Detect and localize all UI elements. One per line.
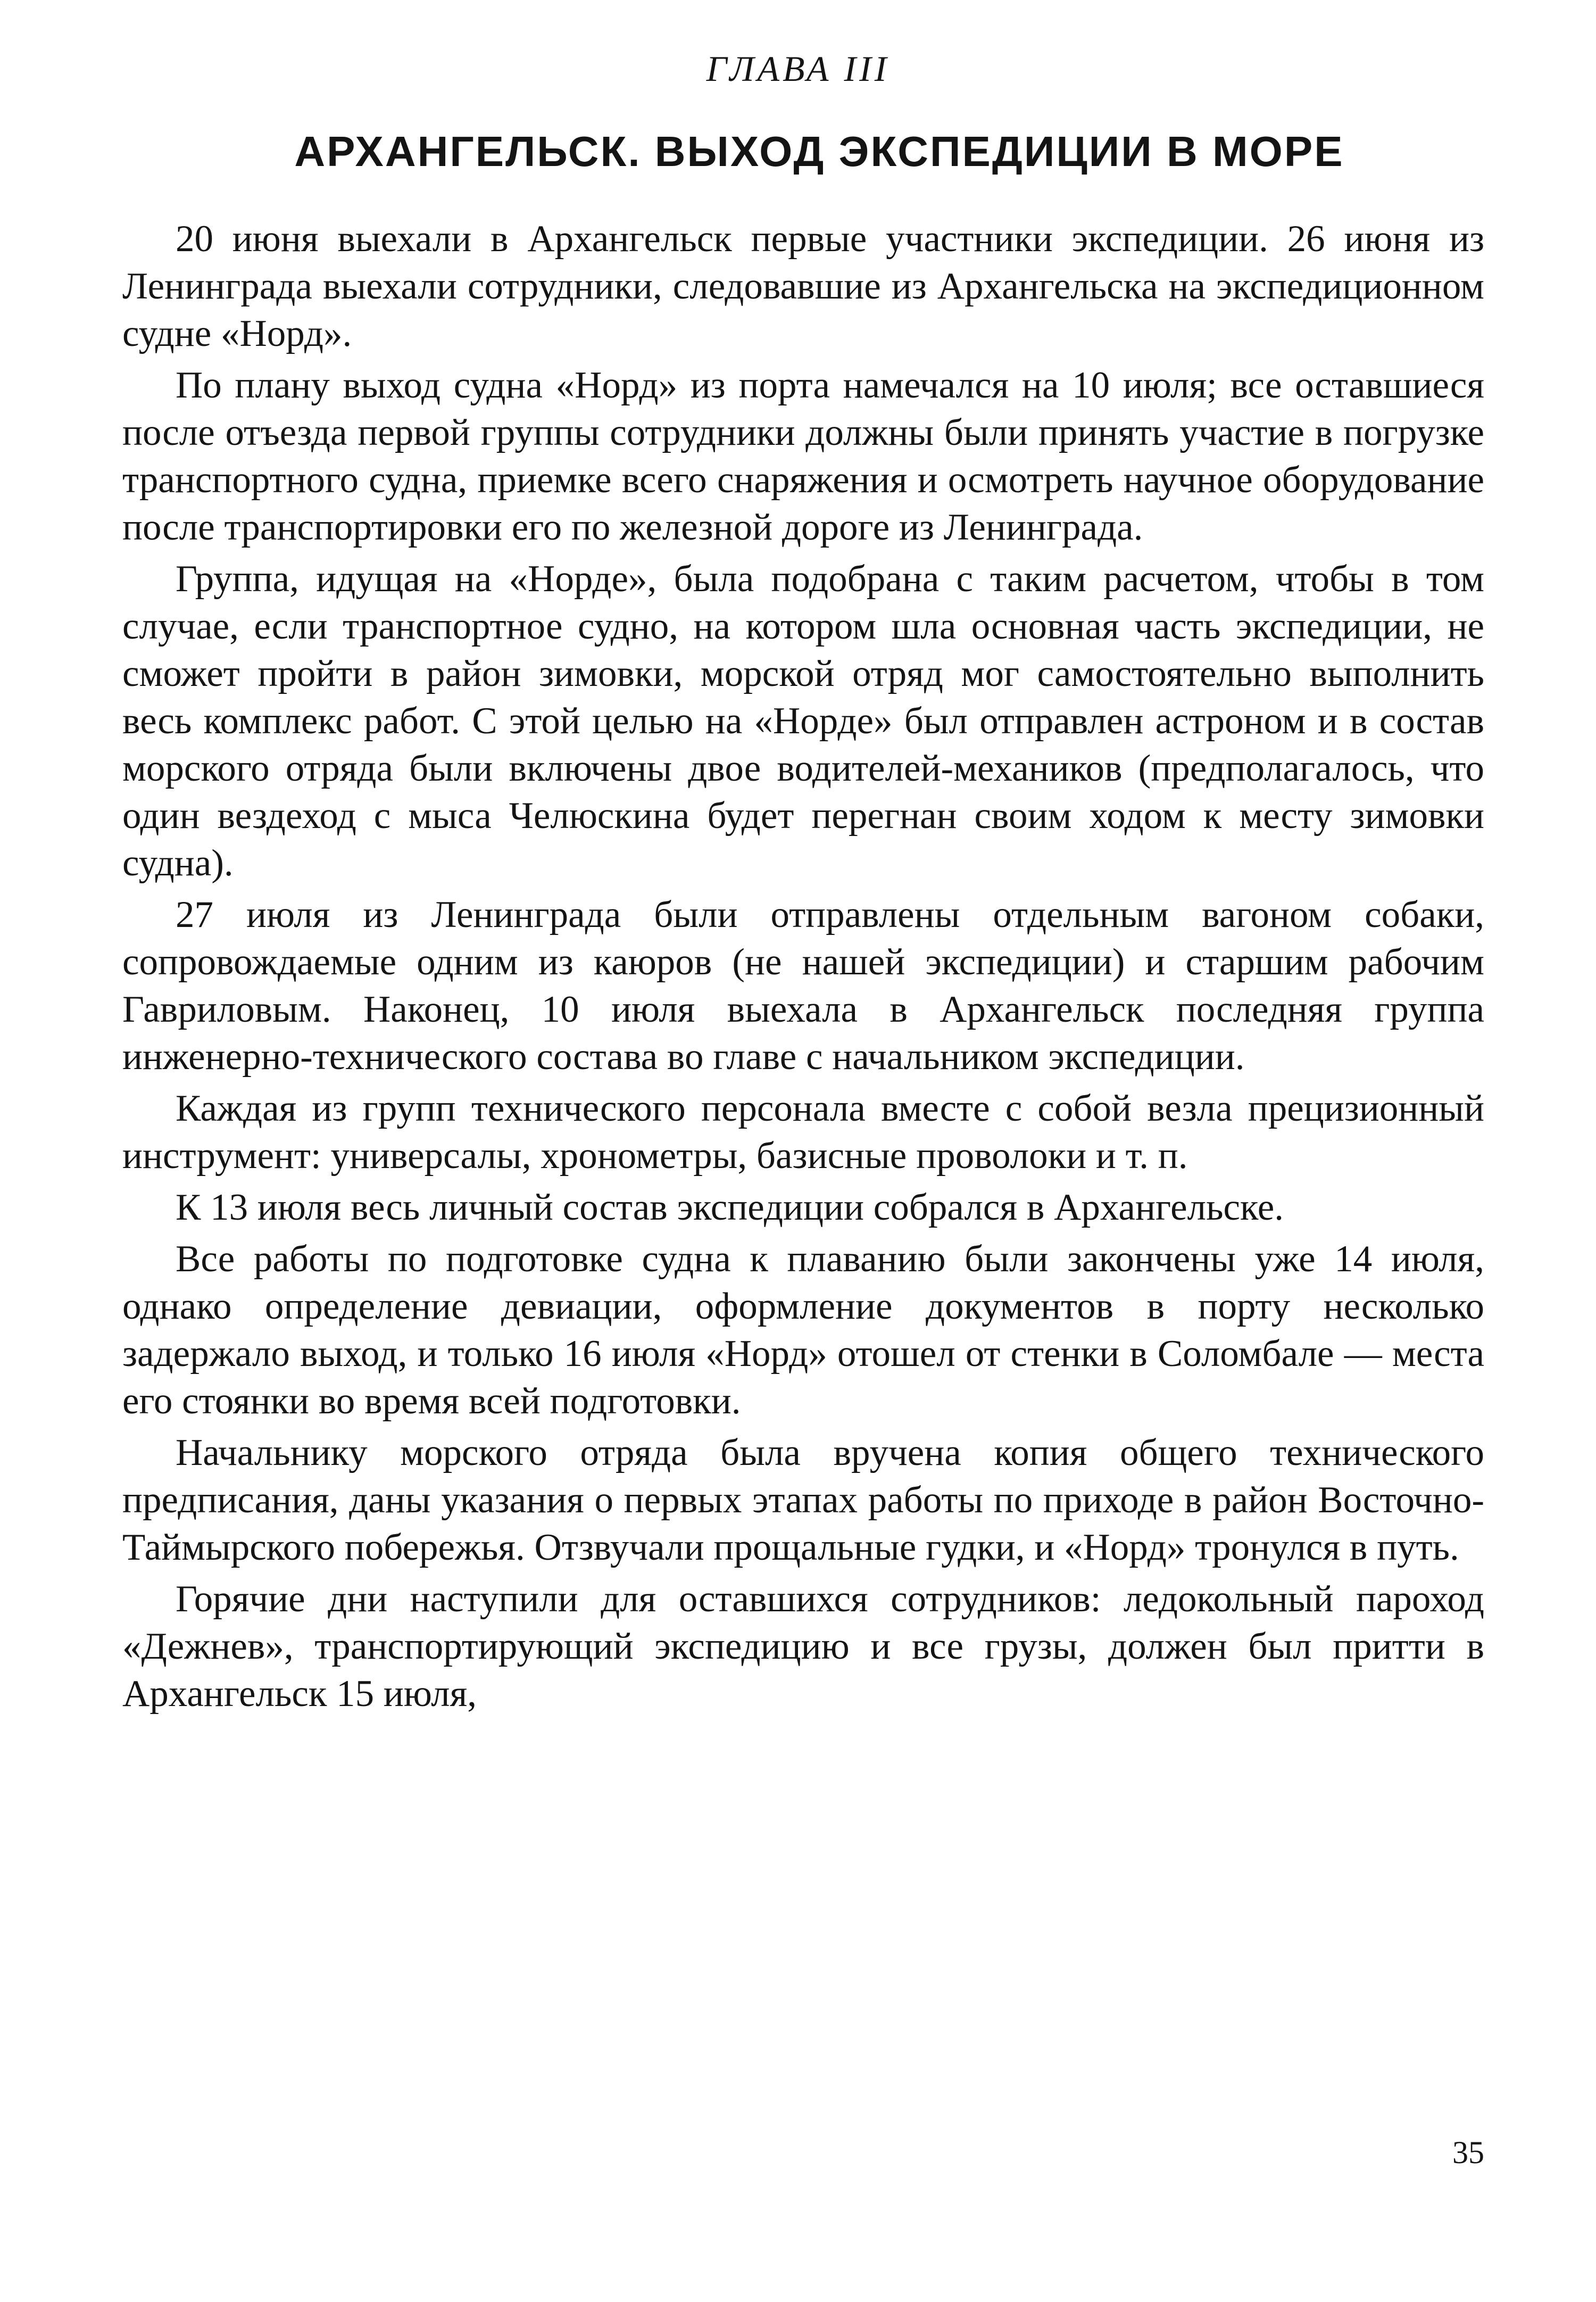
chapter-label: ГЛАВА III xyxy=(706,48,890,89)
paragraph: По плану выход судна «Норд» из порта намечался на 10 июля; все оставшиеся после отъезда первой группы сотрудники должны были принять участие в погрузке транспортного судна, приемке всего снаряжения и осмотреть научное оборудование после транспортировки его по железной дороге из Ленинграда. xyxy=(122,365,1484,548)
paragraph: Все работы по подготовке судна к плаванию были закончены уже 14 июля, однако определение девиации, оформление документов в порту несколько задержало выход, и только 16 июля «Норд» отошел от стенки в Соломбале — места его стоянки во время всей подготовки. xyxy=(122,1238,1484,1422)
paragraph: Группа, идущая на «Норде», была подобрана с таким расчетом, чтобы в том случае, если транспортное судно, на котором шла основная часть экспедиции, не сможет пройти в район зимовки, морской отряд мог самостоятельно выполнить весь комплекс работ. С этой целью на «Норде» был отправлен астроном и в состав морского отряда были включены двое водителей-механиков (предполагалось, что один вездеход с мыса Челюскина будет перегнан своим ходом к месту зимовки судна). xyxy=(122,558,1484,884)
paragraph: Горячие дни наступили для оставшихся сотрудников: ледокольный пароход «Дежнев», транспортирующий экспедицию и все грузы, должен был притти в Архангельск 15 июля, xyxy=(122,1578,1484,1715)
chapter-title: АРХАНГЕЛЬСК. ВЫХОД ЭКСПЕДИЦИИ В МОРЕ xyxy=(294,128,1344,175)
page-number: 35 xyxy=(1452,2135,1484,2170)
paragraph: Каждая из групп технического персонала вместе с собой везла прецизионный инструмент: универсалы, хронометры, базисные проволоки и т. п. xyxy=(122,1088,1484,1177)
paragraph: К 13 июля весь личный состав экспедиции собрался в Архангельске. xyxy=(176,1187,1284,1228)
body-text xyxy=(122,216,1484,1722)
paragraph: 27 июля из Ленинграда были отправлены отдельным вагоном собаки, сопровождаемые одним из каюров (не нашей экспедиции) и старшим рабочим Гавриловым. Наконец, 10 июля выехала в Архангельск последняя группа инженерно-технического состава во главе с начальником экспедиции. xyxy=(122,894,1484,1078)
paragraph: 20 июня выехали в Архангельск первые участники экспедиции. 26 июня из Ленинграда выехали сотрудники, следовавшие из Архангельска на экспедиционном судне «Норд». xyxy=(122,218,1484,354)
paragraph: Начальнику морского отряда была вручена копия общего технического предписания, даны указания о первых этапах работы по приходе в район Восточно-Таймырского побережья. Отзвучали прощальные гудки, и «Норд» тронулся в путь. xyxy=(122,1432,1484,1568)
